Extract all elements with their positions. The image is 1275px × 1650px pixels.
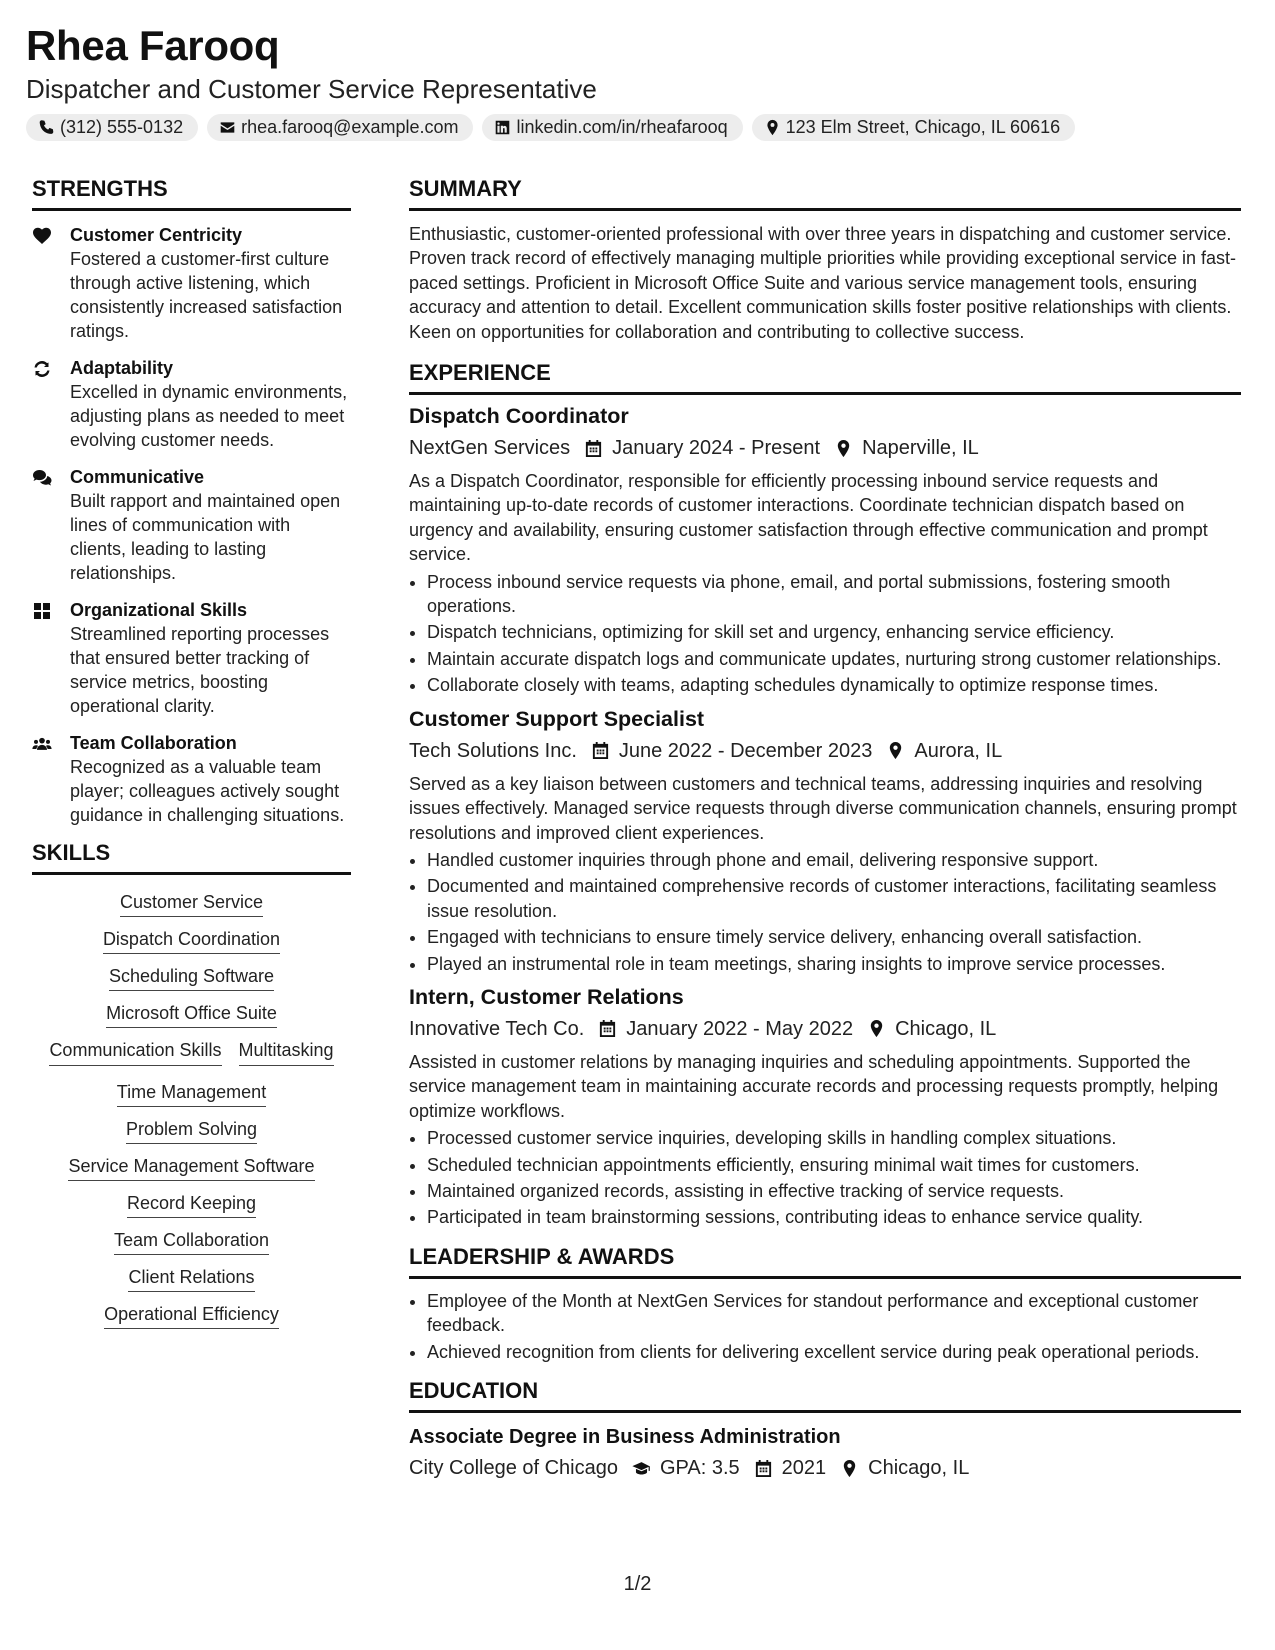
heart-icon [32,226,52,246]
job-bullet: • Dispatch technicians, optimizing for skill set and urgency, enhancing service efficiency. [427,620,1241,644]
map-pin-icon [764,119,781,136]
contact-linkedin-text: linkedin.com/in/rheafarooq [516,117,728,137]
strength-desc: Built rapport and maintained open lines of communication with clients, leading to lasting relationships. [70,491,341,583]
job-bullet: • Participated in team brainstorming sessions, contributing ideas to enhance service quality. [427,1205,1241,1229]
strength-item [32,731,351,827]
right-column [409,176,1241,1483]
map-pin-icon [867,1019,886,1038]
leadership-heading: LEADERSHIP & AWARDS [409,1244,1241,1279]
comments-icon [32,468,52,488]
job-location: Aurora, IL [914,739,1003,762]
strength-title: Organizational Skills [70,600,248,620]
strength-item [32,356,351,452]
strength-title: Team Collaboration [70,733,237,753]
calendar-icon [584,439,603,458]
graduation-year: 2021 [781,1457,827,1479]
education-location: Chicago, IL [868,1457,970,1479]
skill-tag: Record Keeping [127,1193,256,1218]
job-title: Intern, Customer Relations [409,984,684,1009]
map-pin-icon [886,741,905,760]
job-meta [409,1014,1241,1044]
strength-item [32,598,351,718]
job-title: Dispatch Coordinator [409,404,629,429]
leadership-section [409,1244,1241,1364]
skill-tag: Team Collaboration [114,1230,269,1255]
skill-tag: Microsoft Office Suite [106,1003,277,1028]
contact-email-text: rhea.farooq@example.com [241,117,459,137]
job-location: Chicago, IL [895,1017,997,1040]
job-bullet: • Scheduled technician appointments efficiently, ensuring minimal wait times for customers. [427,1153,1241,1177]
job-bullet: • Played an instrumental role in team meetings, sharing insights to improve service processes. [427,952,1241,976]
job-dates: January 2024 - Present [612,437,821,460]
gpa-value: GPA: 3.5 [660,1457,740,1479]
job-entry [409,704,1241,976]
job-description: Served as a key liaison between customers and technical teams, addressing inquiries and resolving issues effectively. Managed service requests through diverse communication channels, ensuring prompt resolutions and improved client experiences. [409,773,1237,843]
contact-email[interactable] [207,114,473,141]
contact-phone-text: (312) 555-0132 [60,117,184,137]
education-section [409,1378,1241,1483]
school-name: City College of Chicago [409,1457,618,1479]
job-dates: January 2022 - May 2022 [626,1017,854,1040]
strength-title: Customer Centricity [70,225,243,245]
job-location: Naperville, IL [862,437,979,460]
job-company: Innovative Tech Co. [409,1017,585,1040]
calendar-icon [598,1019,617,1038]
job-dates: June 2022 - December 2023 [618,739,873,762]
strength-desc: Excelled in dynamic environments, adjusting plans as needed to meet evolving customer needs. [70,382,348,450]
contact-address-text: 123 Elm Street, Chicago, IL 60616 [785,117,1061,137]
job-entry [409,401,1241,698]
job-bullet: • Maintained organized records, assisting in effective tracking of service requests. [427,1179,1241,1203]
job-bullet: • Handled customer inquiries through phone and email, delivering responsive support. [427,848,1241,872]
leadership-list [409,1289,1241,1364]
contact-linkedin[interactable] [482,114,742,141]
award-item: • Employee of the Month at NextGen Services for standout performance and exceptional customer feedback. [427,1289,1241,1338]
education-meta [409,1453,1241,1483]
award-item: • Achieved recognition from clients for delivering excellent service during peak operational periods. [427,1340,1241,1364]
job-bullet: • Processed customer service inquiries, developing skills in handling complex situations. [427,1126,1241,1150]
envelope-icon [219,119,236,136]
grid-icon [32,601,52,621]
job-bullet: • Engaged with technicians to ensure timely service delivery, enhancing overall satisfaction. [427,925,1241,949]
skill-tag: Multitasking [239,1039,334,1066]
skill-tag: Problem Solving [126,1119,257,1144]
left-column [32,176,351,1325]
job-bullet: • Maintain accurate dispatch logs and communicate updates, nurturing strong customer relationships. [427,647,1241,671]
job-company: NextGen Services [409,437,571,460]
skill-tag: Client Relations [128,1267,254,1292]
skills-heading: SKILLS [32,840,351,875]
job-meta [409,736,1241,766]
skill-tag: Communication Skills [49,1039,221,1066]
strength-desc: Streamlined reporting processes that ensured better tracking of service metrics, boosting operational clarity. [70,624,330,716]
sync-icon [32,359,52,379]
calendar-icon [591,741,610,760]
strengths-list [32,223,351,827]
skill-tag: Time Management [117,1082,266,1107]
skill-tag: Scheduling Software [109,966,274,991]
contact-address [752,114,1076,141]
job-description: As a Dispatch Coordinator, responsible for efficiently processing inbound service requests and maintaining up-to-date records of customer interactions. Coordinate technician dispatch based on urgency and availability, ensuring customer satisfaction through effective communication and prompt service. [409,471,1208,565]
strength-desc: Fostered a customer-first culture through active listening, which consistently increased satisfaction ratings. [70,249,343,341]
job-company: Tech Solutions Inc. [409,739,577,762]
job-bullet: • Collaborate closely with teams, adapting schedules dynamically to optimize response times. [427,673,1241,697]
summary-heading: SUMMARY [409,176,1241,211]
strength-title: Adaptability [70,358,174,378]
strength-title: Communicative [70,467,205,487]
experience-heading: EXPERIENCE [409,360,1241,395]
job-bullet: • Documented and maintained comprehensive records of customer interactions, facilitating seamless issue resolution. [427,874,1241,923]
skill-tag: Dispatch Coordination [103,929,280,954]
candidate-name: Rhea Farooq [26,22,280,69]
linkedin-icon [494,119,511,136]
strength-desc: Recognized as a valuable team player; colleagues actively sought guidance in challenging situations. [70,757,345,825]
job-bullets [409,570,1241,698]
skill-tag: Service Management Software [68,1156,314,1181]
job-title: Customer Support Specialist [409,706,705,731]
skills-list [32,891,351,1325]
strengths-heading: STRENGTHS [32,176,351,211]
skills-section [32,840,351,1325]
calendar-icon [754,1459,773,1478]
job-bullets [409,1126,1241,1230]
contact-phone[interactable] [26,114,198,141]
summary-text: Enthusiastic, customer-oriented professional with over three years in dispatching and customer service. Proven track record of effectively managing multiple priorities while providing exceptional service in fast-paced settings. Proficient in Microsoft Office Suite and various service management tools, ensuring accuracy and attention to detail. Excellent communication skills foster positive relationships with clients. Keen on opportunities for collaboration and contributing to collective success. [409,224,1237,342]
degree-title: Associate Degree in Business Administration [409,1426,841,1448]
page-number: 1/2 [623,1573,652,1595]
education-heading: EDUCATION [409,1378,1241,1413]
job-description: Assisted in customer relations by managing inquiries and scheduling appointments. Supported the service management team in maintaining accurate records and processing requests promptly, helping optimize workflows. [409,1051,1219,1121]
job-bullets [409,848,1241,976]
strength-item [32,465,351,585]
candidate-role: Dispatcher and Customer Service Representative [26,74,597,104]
strength-item [32,223,351,343]
graduation-cap-icon [632,1459,651,1478]
skill-tag: Customer Service [120,892,263,917]
users-icon [32,734,52,754]
job-bullet: • Process inbound service requests via phone, email, and portal submissions, fostering smooth operations. [427,570,1241,619]
job-entry [409,982,1241,1230]
map-pin-icon [834,439,853,458]
job-meta [409,433,1241,463]
map-pin-icon [840,1459,859,1478]
skill-tag: Operational Efficiency [104,1304,279,1329]
phone-icon [38,119,55,136]
contact-bar [26,114,1075,141]
